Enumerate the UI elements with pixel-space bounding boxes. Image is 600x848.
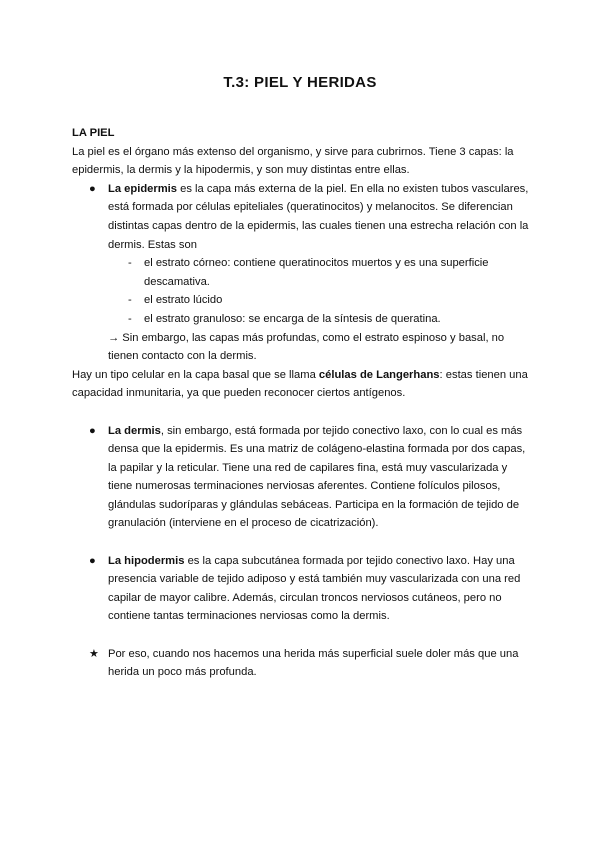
dermis-term: La dermis	[108, 424, 161, 437]
hipodermis-text: es la capa subcutánea formada por tejido conectivo laxo. Hay una presencia variable de tejido adiposo y está también muy vascularizada con una red capilar de mayor calibre. Además, circulan troncos nerviosos cutáneos, pero no contiene tantas terminaciones nerviosas como la dermis.	[108, 554, 521, 623]
document-body	[72, 124, 530, 682]
langerhans-term: células de Langerhans	[318, 368, 440, 381]
bullet-icon: ●	[89, 182, 96, 195]
bullet-icon: ●	[89, 424, 96, 437]
bullet-icon: ●	[89, 554, 96, 567]
hipodermis-paragraph	[108, 552, 530, 626]
hipodermis-term: La hipodermis	[108, 554, 185, 567]
intro-paragraph: La piel es el órgano más extenso del organismo, y sirve para cubrirnos. Tiene 3 capas: la epidermis, la dermis y la hipodermis, y son muy distintas entre ellas.	[72, 145, 514, 177]
bullet-dermis	[72, 422, 530, 534]
page-title: T.3: PIEL Y HERIDAS	[223, 74, 377, 91]
star-conclusion	[72, 645, 530, 682]
langerhans-paragraph	[72, 366, 530, 403]
epidermis-text: es la capa más externa de la piel. En ella no existen tubos vasculares, está formada por células epiteliales (queratinocitos) y melanocitos. Se diferencian distintas capas dentro de la epidermis, las cuales tienen una estrecha relación con la dermis. Estas son	[108, 182, 529, 251]
langerhans-pre: Hay un tipo celular en la capa basal que se llama	[72, 368, 319, 381]
bullet-hipodermis	[72, 552, 530, 626]
langerhans-post: : estas tienen una capacidad inmunitaria, ya que pueden reconocer ciertos antígenos.	[72, 368, 528, 400]
epidermis-term: La epidermis	[108, 182, 178, 195]
stratum-text: el estrato lúcido	[144, 294, 223, 307]
section-heading: LA PIEL	[72, 127, 115, 139]
dash-icon: -	[128, 312, 132, 325]
dash-icon: -	[128, 257, 132, 270]
dermis-paragraph	[108, 422, 530, 534]
stratum-text: el estrato granuloso: se encarga de la síntesis de queratina.	[144, 312, 441, 325]
star-icon: ★	[89, 647, 100, 660]
stratum-item	[72, 310, 530, 329]
stratum-item	[72, 291, 530, 310]
epidermis-paragraph	[108, 180, 530, 254]
epidermis-note: → Sin embargo, las capas más profundas, como el estrato espinoso y basal, no tienen contacto con la dermis.	[108, 331, 505, 363]
stratum-item	[72, 254, 530, 291]
bullet-epidermis	[72, 180, 530, 254]
stratum-text: el estrato córneo: contiene queratinocitos muertos y es una superficie descamativa.	[144, 257, 489, 288]
dash-icon: -	[128, 294, 132, 307]
conclusion-paragraph: Por eso, cuando nos hacemos una herida más superficial suele doler más que una herida un poco más profunda.	[108, 647, 519, 679]
dermis-text: , sin embargo, está formada por tejido conectivo laxo, con lo cual es más densa que la epidermis. Es una matriz de colágeno-elastina formada por dos capas, la papilar y la reticular. Tiene una red de capilares fina, está muy vascularizada y tiene numerosas terminaciones nerviosas aferentes. Contiene folículos pilosos, glándulas sudoríparas y glándulas sebáceas. Participa en la formación de tejido de granulación (interviene en el proceso de cicatrización).	[108, 424, 526, 530]
